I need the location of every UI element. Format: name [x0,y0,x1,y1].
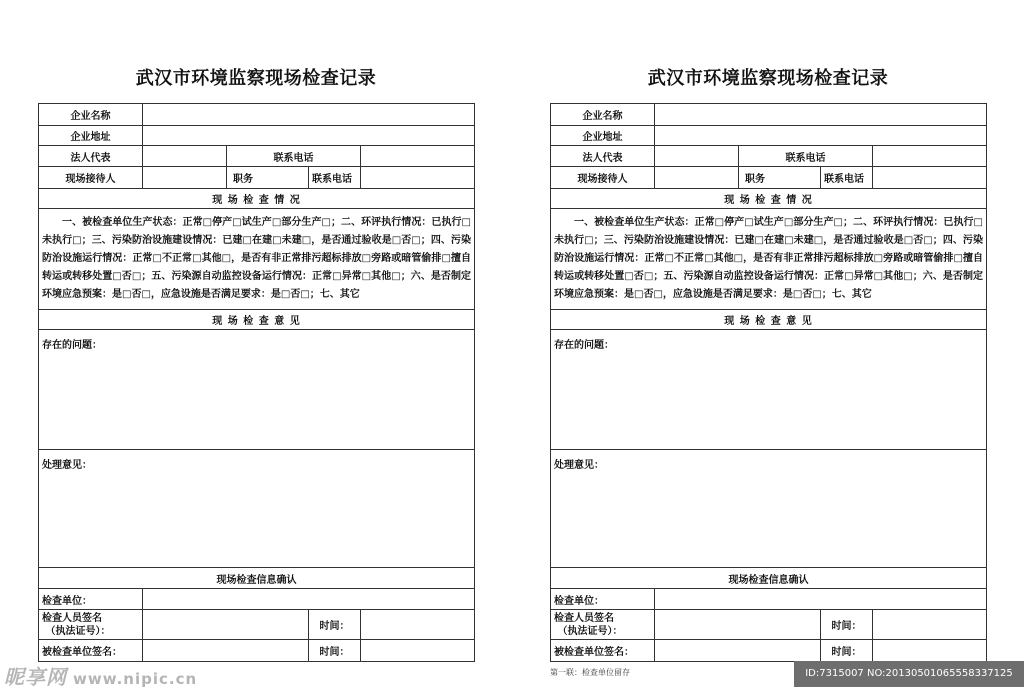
status-checklist[interactable] [39,209,475,310]
section-opinion-heading: 现 场 检 查 意 见 [39,310,475,330]
legal-rep-label: 法人代表 [39,146,143,167]
time-label-2: 时间： [309,640,361,662]
copy-note: 第一联：检查单位留存 [550,668,630,677]
watermark-brand [4,661,197,690]
enterprise-address-label: 企业地址 [551,126,655,146]
handling-label: 处理意见： [42,460,92,471]
contact-phone-field[interactable] [873,146,987,167]
watermark-url: www.nipic.cn [73,670,198,688]
watermark-brand-name: 昵享网 [4,665,67,689]
section-status-heading: 现 场 检 查 情 况 [551,189,987,209]
enterprise-name-field[interactable] [655,104,987,126]
contact-phone-field[interactable] [361,146,475,167]
enterprise-name-label: 企业名称 [39,104,143,126]
section-status-heading: 现 场 检 查 情 况 [39,189,475,209]
inspector-sign-label: 检查人员签名 （执法证号）： [551,610,655,640]
inspector-time-field[interactable] [873,610,987,640]
legal-rep-field[interactable] [655,146,739,167]
legal-rep-label: 法人代表 [551,146,655,167]
time-label: 时间： [821,610,873,640]
handling-field[interactable] [551,450,987,568]
time-label-2: 时间： [821,640,873,662]
problems-field[interactable] [551,330,987,450]
problems-label: 存在的问题： [554,340,614,351]
contact-phone-label: 联系电话 [227,146,361,167]
inspection-unit-label: 检查单位： [39,589,143,610]
enterprise-name-field[interactable] [143,104,475,126]
receptionist-label: 现场接待人 [551,167,655,189]
form-table [550,103,987,662]
handling-field[interactable] [39,450,475,568]
status-text: 一、被检查单位生产状态：正常□停产□试生产□部分生产□；二、环评执行情况：已执行□未执行□；三、污染防治设施建设情况：已建□在建□未建□，是否通过验收是□否□；四、污染防治设施运行情况：正常□不正常□其他□，是否有非正常排污超标排放□旁路或暗管偷排□擅自转运或转移处置□否□；五、污染源自动监控设备运行情况：正常□异常□其他□；六、是否制定环境应急预案：是□否□，应急设施是否满足要求：是□否□；七、其它 [42,217,471,300]
receptionist-label: 现场接待人 [39,167,143,189]
receptionist-field[interactable] [655,167,739,189]
enterprise-address-label: 企业地址 [39,126,143,146]
contact-phone-field-2[interactable] [873,167,987,189]
form-title: 武汉市环境监察现场检查记录 [135,68,377,89]
inspection-unit-field[interactable] [655,589,987,610]
status-checklist[interactable] [551,209,987,310]
watermark-id: ID:7315007 NO:20130501065558337125 [794,661,1024,687]
form-title: 武汉市环境监察现场检查记录 [647,68,889,89]
contact-phone-label-2: 联系电话 [309,167,361,189]
inspection-unit-label: 检查单位： [551,589,655,610]
enterprise-name-label: 企业名称 [551,104,655,126]
contact-phone-field-2[interactable] [361,167,475,189]
position-label: 职务 [227,167,309,189]
problems-label: 存在的问题： [42,340,102,351]
enterprise-address-field[interactable] [143,126,475,146]
form-table [38,103,475,662]
inspector-time-field[interactable] [361,610,475,640]
inspected-time-field[interactable] [873,640,987,662]
receptionist-field[interactable] [143,167,227,189]
inspected-unit-sign-label: 被检查单位签名： [39,640,143,662]
position-label: 职务 [739,167,821,189]
inspector-sign-label: 检查人员签名 （执法证号）： [39,610,143,640]
section-opinion-heading: 现 场 检 查 意 见 [551,310,987,330]
inspector-sign-field[interactable] [655,610,821,640]
inspection-unit-field[interactable] [143,589,475,610]
time-label: 时间： [309,610,361,640]
status-text: 一、被检查单位生产状态：正常□停产□试生产□部分生产□；二、环评执行情况：已执行□未执行□；三、污染防治设施建设情况：已建□在建□未建□，是否通过验收是□否□；四、污染防治设施运行情况：正常□不正常□其他□，是否有非正常排污超标排放□旁路或暗管偷排□擅自转运或转移处置□否□；五、污染源自动监控设备运行情况：正常□异常□其他□；六、是否制定环境应急预案：是□否□，应急设施是否满足要求：是□否□；七、其它 [554,217,983,300]
section-confirm-heading: 现场检查信息确认 [551,568,987,589]
inspected-unit-sign-label: 被检查单位签名： [551,640,655,662]
legal-rep-field[interactable] [143,146,227,167]
inspected-time-field[interactable] [361,640,475,662]
enterprise-address-field[interactable] [655,126,987,146]
contact-phone-label: 联系电话 [739,146,873,167]
section-confirm-heading: 现场检查信息确认 [39,568,475,589]
inspected-unit-sign-field[interactable] [655,640,821,662]
inspector-sign-field[interactable] [143,610,309,640]
inspected-unit-sign-field[interactable] [143,640,309,662]
contact-phone-label-2: 联系电话 [821,167,873,189]
handling-label: 处理意见： [554,460,604,471]
problems-field[interactable] [39,330,475,450]
